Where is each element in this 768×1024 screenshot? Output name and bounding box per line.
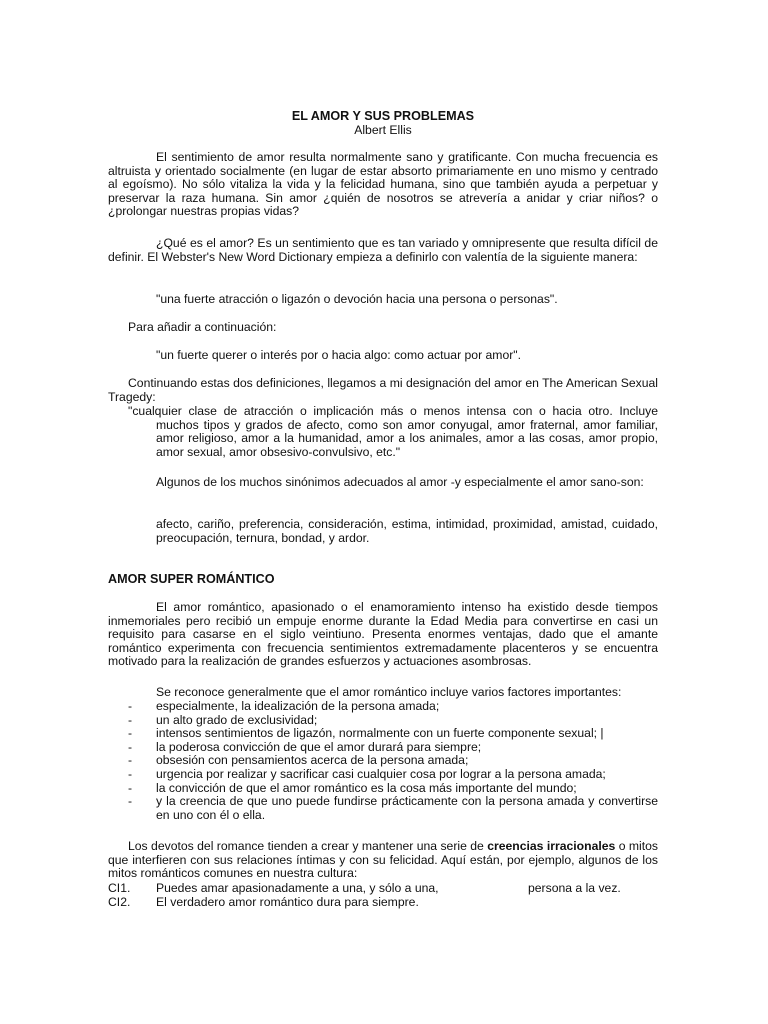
quote-1: "una fuerte atracción o ligazón o devoción hacia una persona o personas". (156, 292, 558, 306)
list-bullet: - (128, 753, 133, 768)
list-item: - un alto grado de exclusividad; (128, 712, 318, 727)
list-item: - la convicción de que el amor romántico es la cosa más importante del mundo; (128, 780, 577, 795)
belief-text: El verdadero amor romántico dura para siempre. (156, 895, 419, 909)
document-title: EL AMOR Y SUS PROBLEMAS (291, 109, 475, 123)
list-bullet: - (128, 699, 133, 713)
paragraph-5: Algunos de los muchos sinónimos adecuados al amor -y especialmente el amor sano-son: (156, 475, 644, 489)
paragraph-7: Se reconoce generalmente que el amor romántico incluye varios factores importantes: (156, 685, 622, 699)
paragraph-4: Continuando estas dos definiciones, llegamos a mi designación del amor en The American Sexual Tragedy: (108, 376, 658, 404)
belief-label: CI2. (108, 895, 131, 909)
list-item: - obsesión con pensamientos acerca de la persona amada; (128, 753, 469, 768)
list-bullet: - (128, 794, 133, 809)
document-author: Albert Ellis (354, 123, 412, 137)
list-bullet: - (128, 780, 133, 795)
list-item: - especialmente, la idealización de la persona amada; (128, 699, 440, 713)
paragraph-6: El amor romántico, apasionado o el enamoramiento intenso ha existido desde tiempos inmemoriales pero recibió un empuje enorme durante la Edad Media para convertirse en casi un requisito para casarse en el siglo veintiuno. Presenta enormes ventajas, dado que el amante romántico experimenta con frecuencia sentimientos extremadamente placenteros y se encuentra motivado para la realización de grandes esfuerzos y actuaciones asombrosas. (108, 600, 658, 669)
quote-2: "un fuerte querer o interés por o hacia algo: como actuar por amor". (156, 348, 521, 362)
list-bullet: - (128, 739, 133, 754)
factors-list (108, 700, 658, 822)
synonyms-list: afecto, cariño, preferencia, consideración, estima, intimidad, proximidad, amistad, cuidado, preocupación, ternura, bondad, y ardor. (156, 517, 658, 545)
list-item: - urgencia por realizar y sacrificar casi cualquier cosa por lograr a la persona amada; (128, 766, 606, 781)
paragraph-3: Para añadir a continuación: (128, 320, 277, 334)
quote-3: "cualquier clase de atracción o implicación más o menos intensa con o hacia otro. Incluye muchos tipos y grados de afecto, como son amor conyugal, amor fraternal, amor familiar, amor religioso, amor a la humanidad, amor a los animales, amor a las cosas, amor propio, amor sexual, amor obsesivo-convulsivo, etc." (128, 404, 658, 459)
belief-text-tail: persona a la vez. (528, 881, 621, 895)
list-bullet: - (128, 712, 133, 727)
section-heading: AMOR SUPER ROMÁNTICO (108, 572, 275, 586)
paragraph-8: Los devotos del romance tienden a crear y mantener una serie de creencias irracionales o mitos que interfieren con sus relaciones íntimas y con su felicidad. Aquí están, por ejemplo, algunos de los mitos románticos comunes en nuestra cultura: (108, 839, 658, 881)
irrational-beliefs-emphasis: creencias irracionales (487, 839, 616, 853)
belief-label: CI1. (108, 881, 131, 895)
paragraph-2: ¿Qué es el amor? Es un sentimiento que es tan variado y omnipresente que resulta difícil de definir. El Webster's New Word Dictionary empieza a definirlo con valentía de la siguiente manera: (108, 236, 658, 264)
list-bullet: - (128, 726, 133, 741)
list-item: - la poderosa convicción de que el amor durará para siempre; (128, 739, 482, 754)
belief-text: Puedes amar apasionadamente a una, y sólo a una, (156, 881, 439, 895)
list-item: - intensos sentimientos de ligazón, normalmente con un fuerte componente sexual; | (128, 726, 604, 741)
list-bullet: - (128, 766, 133, 781)
paragraph-1: El sentimiento de amor resulta normalmente sano y gratificante. Con mucha frecuencia es altruista y orientado socialmente (en lugar de estar absorto primariamente en uno mismo y centrado al egoísmo). No sólo vitaliza la vida y la felicidad humana, sino que también ayuda a perpetuar y preservar la raza humana. Sin amor ¿quién de nosotros se atrevería a anidar y criar niños? o ¿prolongar nuestras propias vidas? (108, 150, 658, 219)
list-item: - y la creencia de que uno puede fundirse prácticamente con la persona amada y convertirse en uno con él o ella. (128, 794, 658, 822)
